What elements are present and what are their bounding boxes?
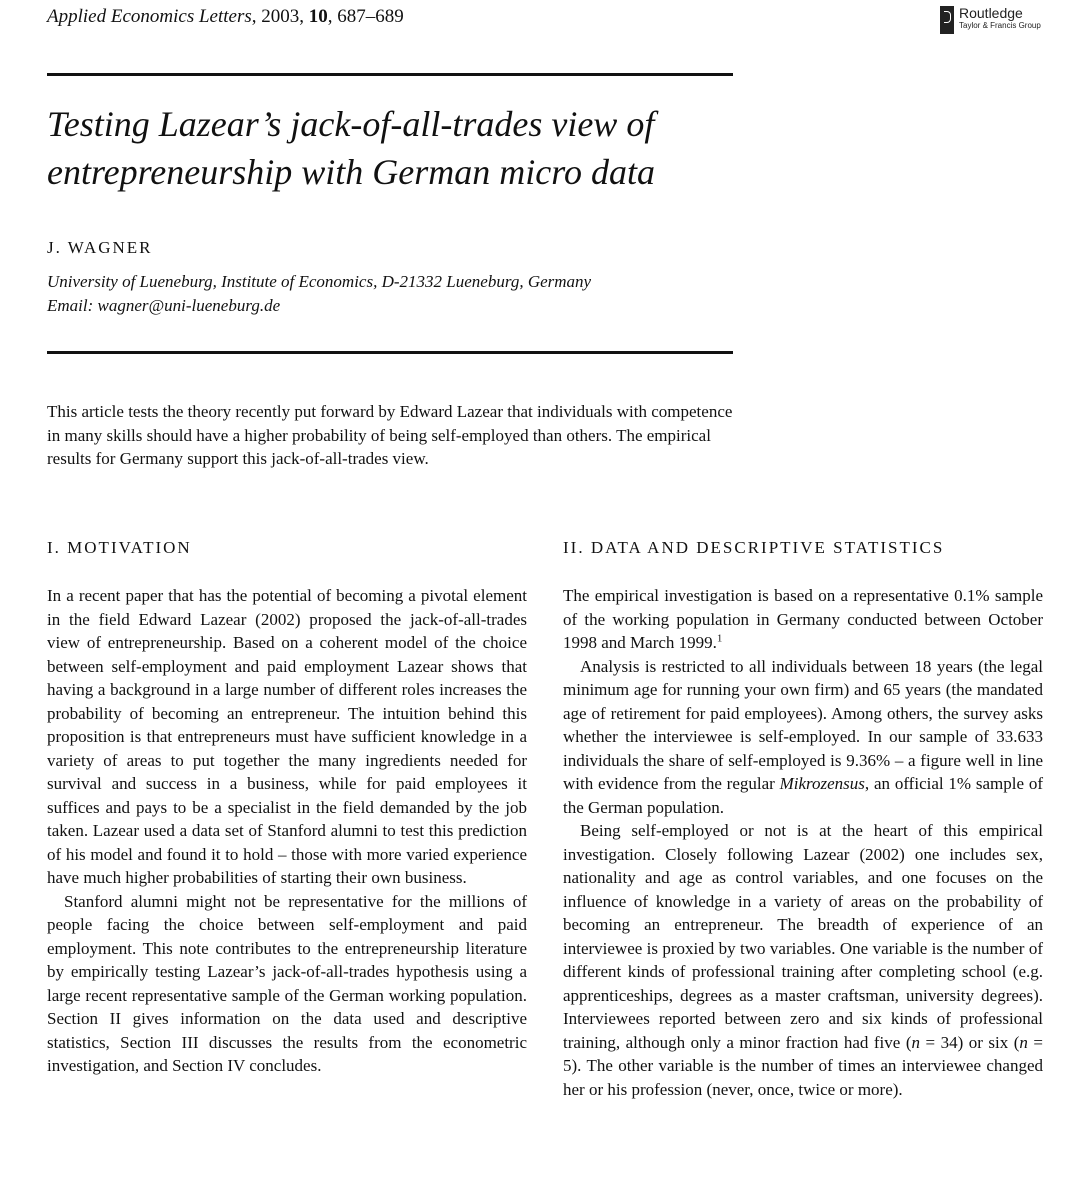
- journal-name: Applied Economics Letters: [47, 6, 252, 27]
- motivation-paragraph-2: Stanford alumni might not be representative for the millions of people facing the choice between self-employment and paid employment. This note contributes to the entrepreneurship literature by empirically testing Lazear’s jack-of-all-trades hypothesis using a large recent representative sample of the German working population. Section II gives information on the data used and descriptive statistics, Section III discusses the results from the econometric investigation, and Section IV concludes.: [47, 891, 527, 1075]
- n-symbol-2: n: [1019, 1032, 1028, 1052]
- data-paragraph-3-text-a: Being self-employed or not is at the heart of this empirical investigation. Closely following Lazear (2002) one includes sex, nationality and age as control variables, and one focuses on the influence of knowledge in a variety of areas on the probability of becoming an entrepreneur. The breadth of experience of an interviewee is proxied by two variables. One variable is the number of different kinds of professional training after completing school (e.g. apprenticeships, degrees as a master craftsman, university degrees). Interviewees reported between zero and six kinds of professional training, although only a minor fraction had five (: [563, 821, 1043, 1052]
- data-paragraph-1-text: The empirical investigation is based on a representative 0.1% sample of the working population in Germany conducted between October 1998 and March 1999.: [563, 586, 1043, 652]
- top-rule: [47, 73, 733, 76]
- journal-pages: , 687–689: [327, 6, 404, 27]
- n-symbol-1: n: [911, 1032, 920, 1052]
- journal-reference: [47, 6, 404, 28]
- publisher-text: [959, 6, 1041, 31]
- journal-year: , 2003,: [251, 6, 309, 27]
- data-paragraph-1: [563, 584, 1043, 655]
- publisher-logo: [940, 6, 1041, 34]
- motivation-paragraph-1: In a recent paper that has the potential of becoming a pivotal element in the field Edward Lazear (2002) proposed the jack-of-all-trades view of entrepreneurship. Based on a coherent model of the choice between self-employment and paid employment Lazear shows that having a background in a large number of different roles increases the probability of becoming an entrepreneur. The intuition behind this proposition is that entrepreneurs must have sufficient knowledge in a variety of areas to put together the many ingredients needed for survival and success in a business, while for paid employees it suffices and pays to be a specialist in the field demanded by the job taken. Lazear used a data set of Stanford alumni to test this prediction of his model and found it to hold – those with more varied experience have much higher probabilities of starting their own business.: [47, 586, 527, 887]
- bottom-rule: [47, 351, 733, 354]
- mikrozensus-term: Mikrozensus: [779, 774, 865, 793]
- right-column: [563, 584, 1043, 1101]
- data-paragraph-3: [563, 819, 1043, 1101]
- left-column: [47, 584, 527, 1078]
- data-paragraph-3-value-1: = 34) or six (: [919, 1032, 1020, 1052]
- data-paragraph-2-text-b: , an official 1% sample of the German population.: [563, 774, 1043, 817]
- abstract: This article tests the theory recently put forward by Edward Lazear that individuals with competence in many skills should have a higher probability of being self-employed than others. The empirical results for Germany support this jack-of-all-trades view.: [47, 402, 733, 468]
- footnote-marker: 1: [716, 632, 723, 645]
- publisher-name: Routledge: [959, 5, 1023, 21]
- data-paragraph-2-text-a: Analysis is restricted to all individuals between 18 years (the legal minimum age for running your own firm) and 65 years (the mandated age of retirement for paid employees). Among others, the survey asks whether the interviewee is self-employed. In our sample of 33.633 individuals the share of self-employed is 9.36% – a figure well in line with evidence from the regular: [563, 656, 1043, 793]
- journal-volume: 10: [308, 6, 328, 27]
- section-heading-data: II. DATA AND DESCRIPTIVE STATISTICS: [563, 538, 945, 557]
- section-heading-motivation: I. MOTIVATION: [47, 538, 192, 557]
- routledge-logo-icon: [940, 6, 954, 34]
- author-affiliation: University of Lueneburg, Institute of Economics, D-21332 Lueneburg, Germany: [47, 272, 592, 291]
- data-paragraph-2: [563, 655, 1043, 820]
- author-email: Email: wagner@uni-lueneburg.de: [47, 296, 281, 315]
- article-title: Testing Lazear’s jack-of-all-trades view of entrepreneurship with German micro data: [47, 104, 655, 192]
- publisher-group: Taylor & Francis Group: [959, 21, 1041, 30]
- author-name: J. WAGNER: [47, 238, 153, 257]
- data-paragraph-3-value-2: = 5). The other variable is the number of times an interviewee changed her or his profession (never, once, twice or more).: [563, 1032, 1043, 1099]
